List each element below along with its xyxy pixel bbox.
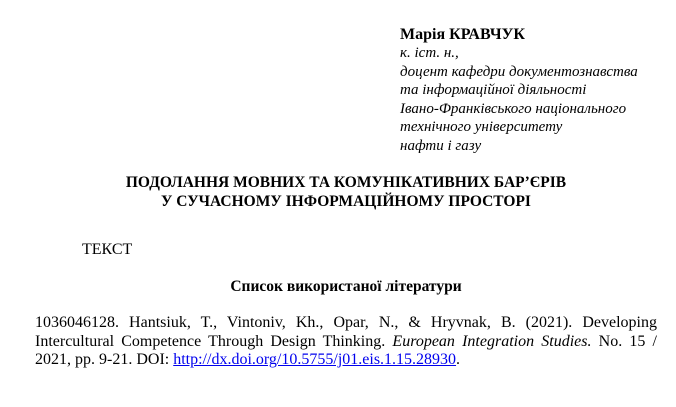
- reference-journal: European Integration Studies.: [392, 332, 592, 350]
- article-title-line1: ПОДОЛАННЯ МОВНИХ ТА КОМУНІКАТИВНИХ БАР’ЄРІВ: [125, 174, 567, 191]
- author-university-line2: технічного університету: [400, 119, 563, 135]
- article-title: [0, 174, 676, 211]
- body-text: ТЕКСТ: [82, 241, 133, 258]
- article-title-line2: У СУЧАСНОМУ ІНФОРМАЦІЙНОМУ ПРОСТОРІ: [161, 192, 531, 210]
- author-university-line1: Івано-Франківського національного: [400, 100, 627, 117]
- author-degree: к. іст. н.,: [400, 45, 459, 61]
- author-block: [400, 25, 670, 155]
- reference-details: No. 15 / 2021, pp. 9-21. DOI:: [35, 332, 657, 368]
- reference-trailing: .: [456, 351, 461, 368]
- author-position: доцент кафедри документознавства: [400, 63, 638, 80]
- reference-entry: [35, 314, 657, 370]
- author-department: та інформаційної діяльності: [400, 82, 587, 98]
- author-university-line3: нафти і газу: [400, 137, 482, 154]
- reference-text: 1036046128. Hantsiuk, T., Vintoniv, Kh., Opar, N., & Hryvnak, B. (2021). Developing Intercultural Competence Through Design Thinking.: [35, 314, 657, 350]
- author-name: Марія КРАВЧУК: [400, 26, 525, 43]
- references-heading: Список використаної літератури: [230, 278, 462, 295]
- reference-doi-link[interactable]: http://dx.doi.org/10.5755/j01.eis.1.15.28930: [173, 351, 457, 368]
